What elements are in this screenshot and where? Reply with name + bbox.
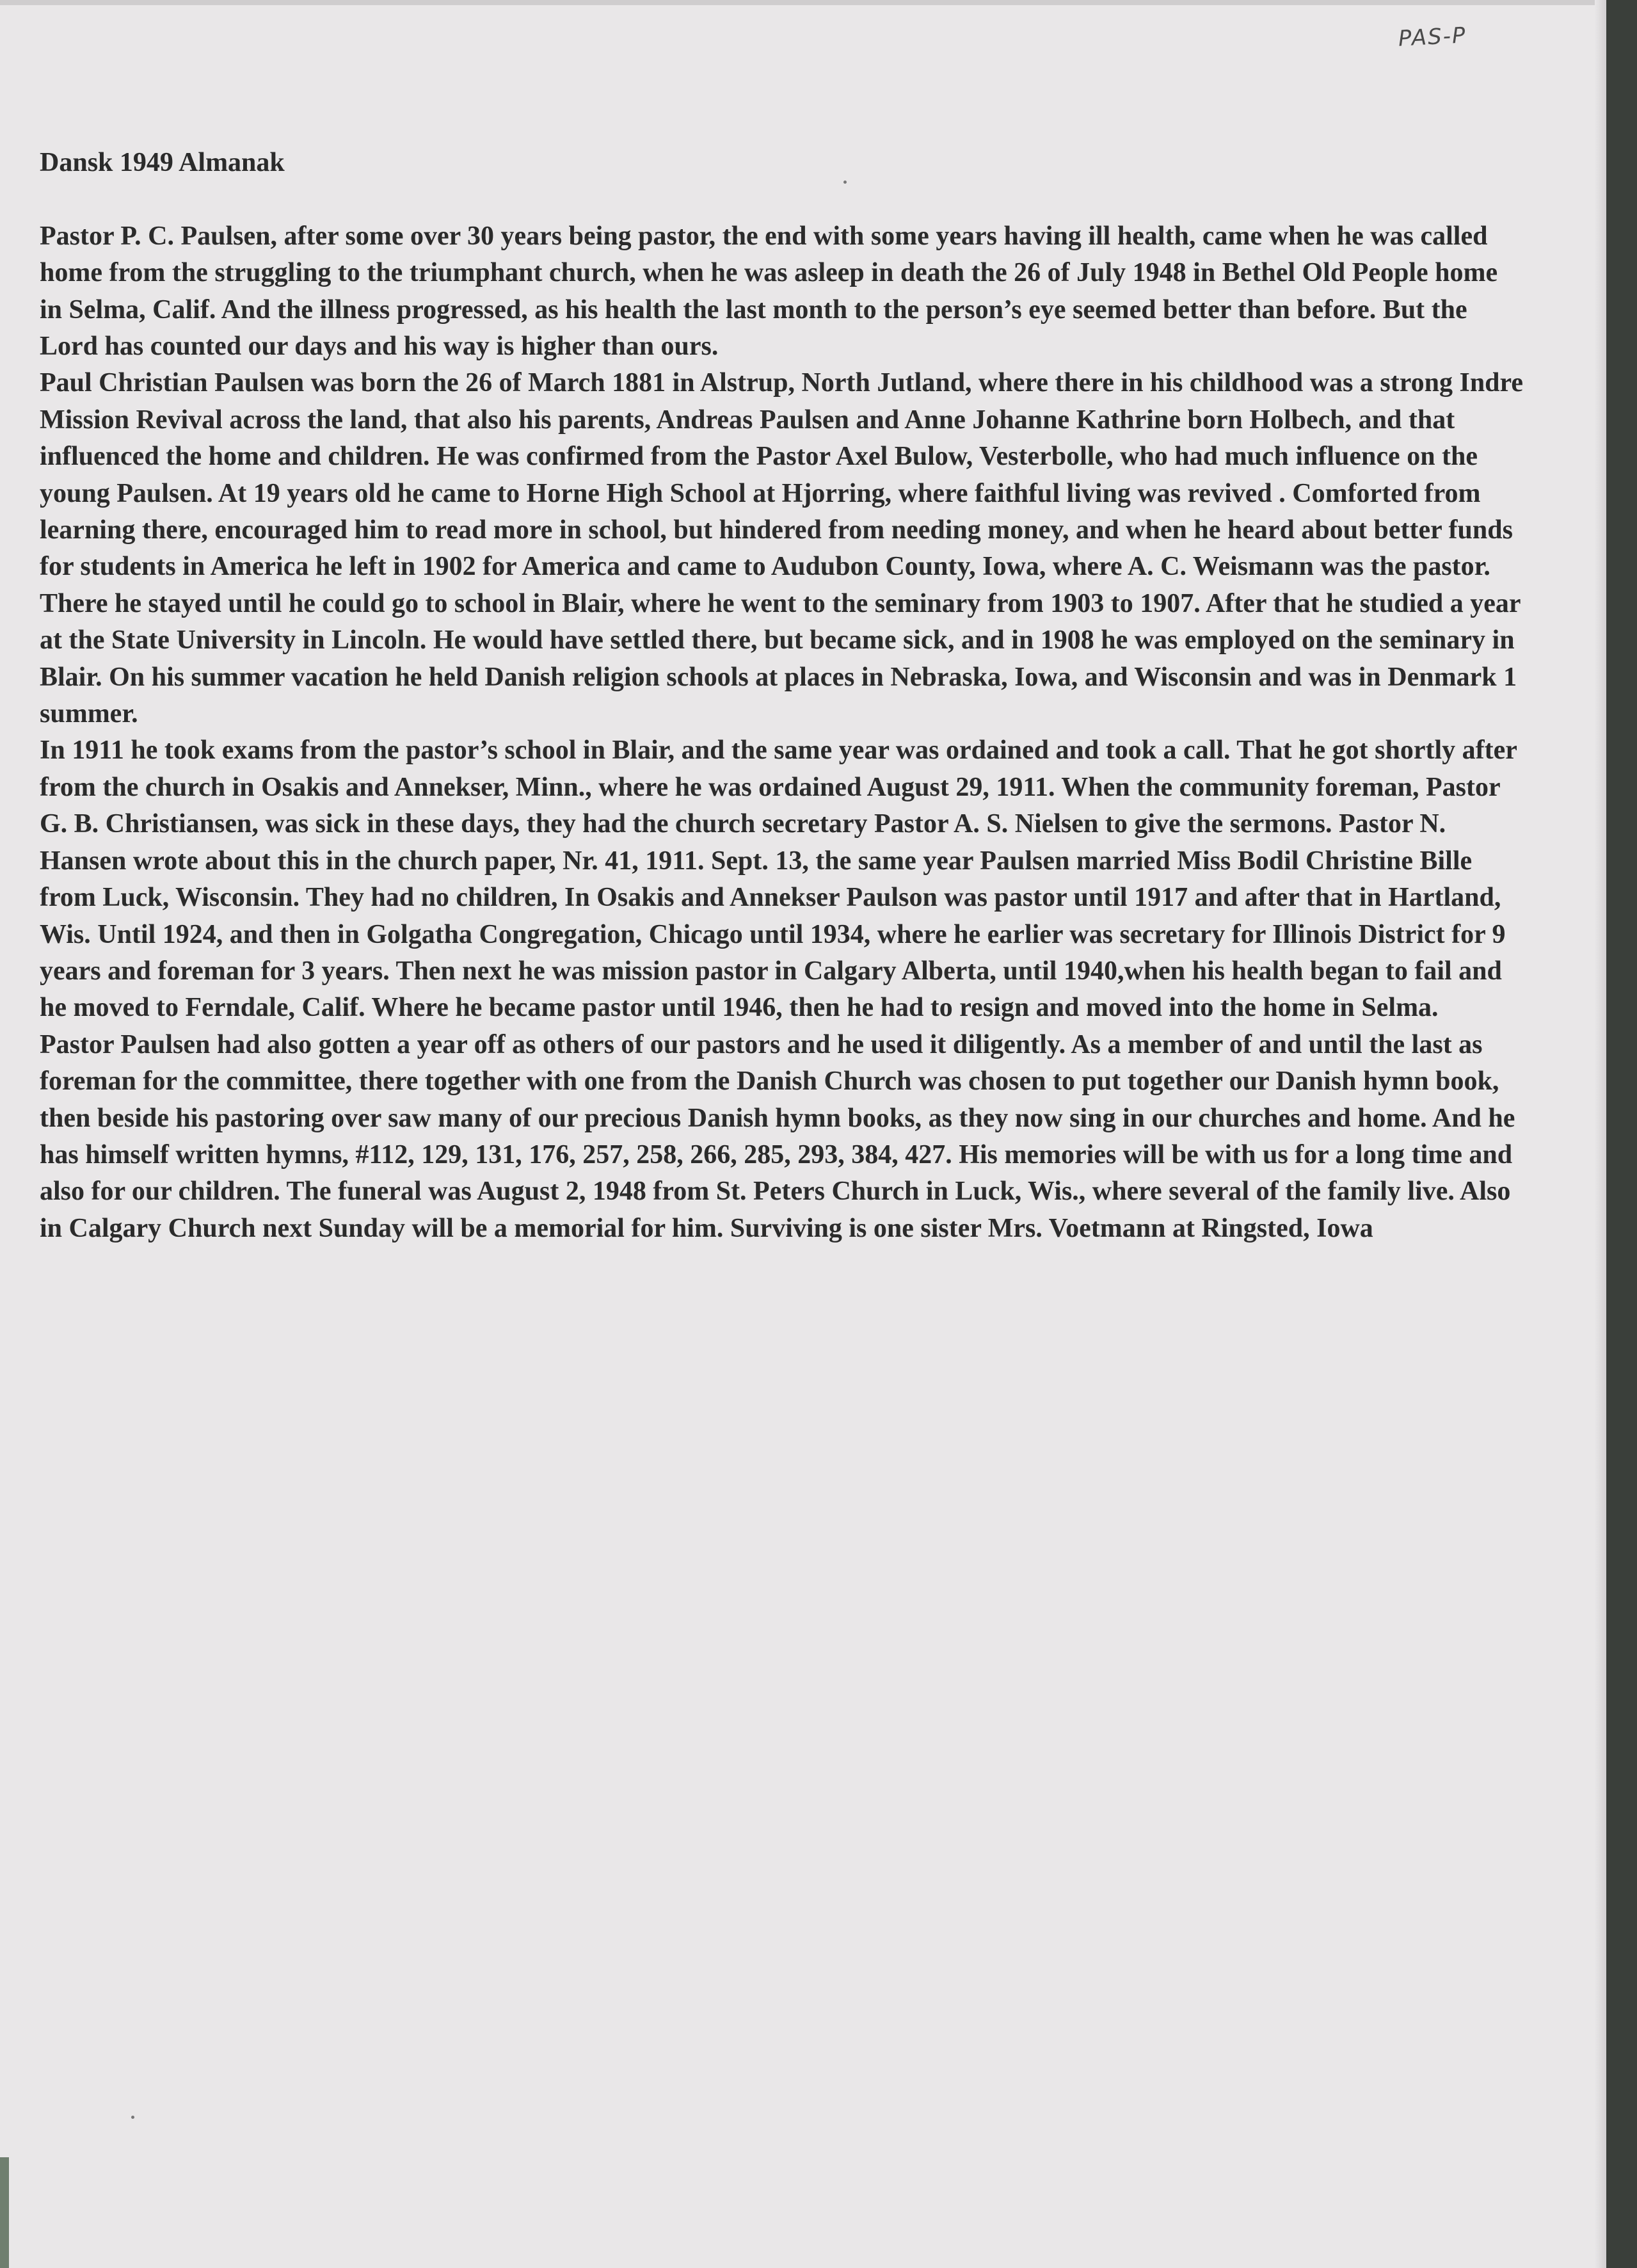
handwritten-file-code: PAS-P xyxy=(1398,22,1467,52)
scanner-edge-strip xyxy=(0,2157,9,2268)
paragraph-1: Pastor P. C. Paulsen, after some over 30 years being pastor, the end with some years having ill health, came when he was called home from the struggling to the triumphant church, when he was asleep in death the 26 of July 1948 in Bethel Old People home in Selma, Calif. And the illness progressed, as his health the last month to the person’s eye seemed better than before. But the Lord has counted our days and his way is higher than ours. xyxy=(40,221,1498,362)
paragraph-3: In 1911 he took exams from the pastor’s school in Blair, and the same year was ordained and took a call. That he got shortly after from the church in Osakis and Annekser, Minn., where he was ordained August 29, 1911. When the community foreman, Pastor G. B. Christiansen, was sick in these days, they had the church secretary Pastor A. S. Nielsen to give the sermons. Pastor N. Hansen wrote about this in the church paper, Nr. 41, 1911. Sept. 13, the same year Paulsen married Miss Bodil Christine Bille from Luck, Wisconsin. They had no children, In Osakis and Annekser Paulson was pastor until 1917 and after that in Hartland, Wis. Until 1924, and then in Golgatha Congregation, Chicago until 1934, where he earlier was secretary for Illinois District for 9 years and foreman for 3 years. Then next he was mission pastor in Calgary Alberta, until 1940,when his health began to fail and he moved to Ferndale, Calif. Where he became pastor until 1946, then he had to resign and moved into the home in Selma. xyxy=(40,736,1517,1023)
paragraph-2: Paul Christian Paulsen was born the 26 of March 1881 in Alstrup, North Jutland, where there in his childhood was a strong Indre Mission Revival across the land, that also his parents, Andreas Paulsen and Anne Johanne Kathrine born Holbech, and that influenced the home and children. He was confirmed from the Pastor Axel Bulow, Vesterbolle, who had much influence on the young Paulsen. At 19 years old he came to Horne High School at Hjorring, where faithful living was revived . Comforted from learning there, encouraged him to read more in school, but hindered from needing money, and when he heard about better funds for students in America he left in 1902 for America and came to Audubon County, Iowa, where A. C. Weismann was the pastor. There he stayed until he could go to school in Blair, where he went to the seminary from 1903 to 1907. After that he studied a year at the State University in Lincoln. He would have settled there, but became sick, and in 1908 he was employed on the seminary in Blair. On his summer vacation he held Danish religion schools at places in Nebraska, Iowa, and Wisconsin and was in Denmark 1 summer. xyxy=(40,368,1524,729)
page-top-edge xyxy=(0,0,1606,5)
document-title: Dansk 1949 Almanak xyxy=(40,148,285,177)
document-text xyxy=(40,145,1524,1247)
paragraph-4: Pastor Paulsen had also gotten a year off as others of our pastors and he used it diligently. As a member of and until the last as foreman for the committee, there together with one from the Danish Church was chosen to put together our Danish hymn book, then beside his pastoring over saw many of our precious Danish hymn books, as they now sing in our churches and home. And he has himself written hymns, #112, 129, 131, 176, 257, 258, 266, 285, 293, 384, 427. His memories will be with us for a long time and also for our children. The funeral was August 2, 1948 from St. Peters Church in Luck, Wis., where several of the family live. Also in Calgary Church next Sunday will be a memorial for him. Surviving is one sister Mrs. Voetmann at Ringsted, Iowa xyxy=(40,1029,1515,1243)
scan-speck xyxy=(131,2116,134,2119)
